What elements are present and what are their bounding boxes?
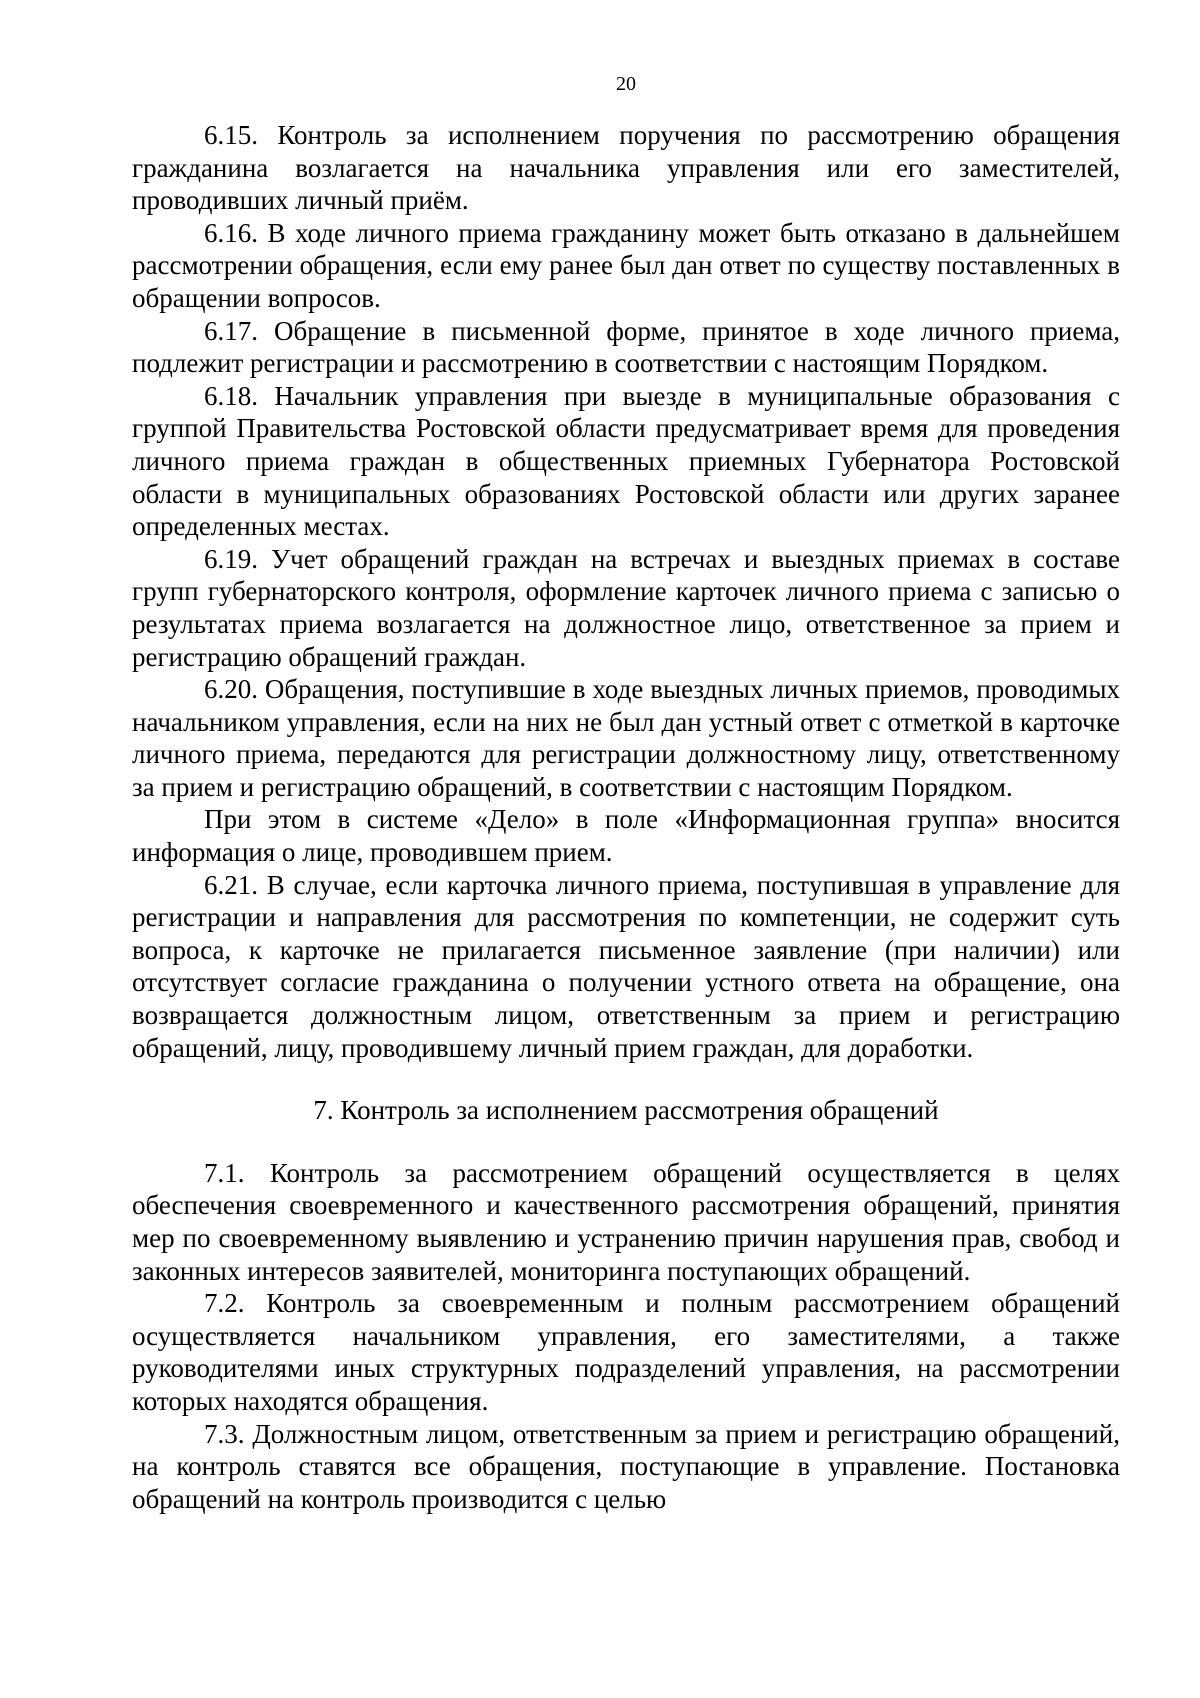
paragraph-6-16: 6.16. В ходе личного приема гражданину может быть отказано в дальнейшем рассмотрении обращения, если ему ранее был дан ответ по существу поставленных в обращении вопросов. — [132, 217, 1120, 313]
paragraph-7-1: 7.1. Контроль за рассмотрением обращений осуществляется в целях обеспечения своевременного и качественного рассмотрения обращений, принятия мер по своевременному выявлению и устранению причин нарушения прав, свобод и законных интересов заявителей, мониторинга поступающих обращений. — [132, 1157, 1120, 1286]
paragraph-6-17: 6.17. Обращение в письменной форме, принятое в ходе личного приема, подлежит регистрации и рассмотрению в соответствии с настоящим Порядком. — [132, 315, 1120, 379]
section-heading: 7. Контроль за исполнением рассмотрения обращений — [313, 1095, 939, 1126]
paragraph-7-3: 7.3. Должностным лицом, ответственным за прием и регистрацию обращений, на контроль ставятся все обращения, поступающие в управление. Постановка обращений на контроль производится с целью — [132, 1418, 1120, 1514]
paragraph-7-2: 7.2. Контроль за своевременным и полным рассмотрением обращений осуществляется начальником управления, его заместителями, а также руководителями иных структурных подразделений управления, на рассмотрении которых находятся обращения. — [132, 1288, 1120, 1416]
paragraph-6-21: 6.21. В случае, если карточка личного приема, поступившая в управление для регистрации и направления для рассмотрения по компетенции, не содержит суть вопроса, к карточке не прилагается письменное заявление (при наличии) или отсутствует согласие гражданина о получении устного ответа на обращение, она возвращается должностным лицом, ответственным за прием и регистрацию обращений, лицу, проводившему личный прием граждан, для доработки. — [132, 869, 1120, 1063]
page-number: 20 — [616, 73, 636, 95]
document-body — [132, 119, 1120, 1515]
paragraph-6-18: 6.18. Начальник управления при выезде в муниципальные образования с группой Правительства Ростовской области предусматривает время для проведения личного приема граждан в общественных приемных Губернатора Ростовской области в муниципальных образованиях Ростовской области или других заранее определенных местах. — [132, 380, 1120, 542]
paragraph-6-20-note: При этом в системе «Дело» в поле «Информационная группа» вносится информация о лице, проводившем прием. — [132, 804, 1120, 868]
paragraph-6-15: 6.15. Контроль за исполнением поручения по рассмотрению обращения гражданина возлагается на начальника управления или его заместителей, проводивших личный приём. — [132, 120, 1120, 216]
paragraph-6-19: 6.19. Учет обращений граждан на встречах и выездных приемах в составе групп губернаторского контроля, оформление карточек личного приема с записью о результатах приема возлагается на должностное лицо, ответственное за прием и регистрацию обращений граждан. — [132, 543, 1120, 672]
paragraph-6-20: 6.20. Обращения, поступившие в ходе выездных личных приемов, проводимых начальником управления, если на них не был дан устный ответ с отметкой в карточке личного приема, передаются для регистрации должностному лицу, ответственному за прием и регистрацию обращений, в соответствии с настоящим Порядком. — [132, 674, 1120, 802]
